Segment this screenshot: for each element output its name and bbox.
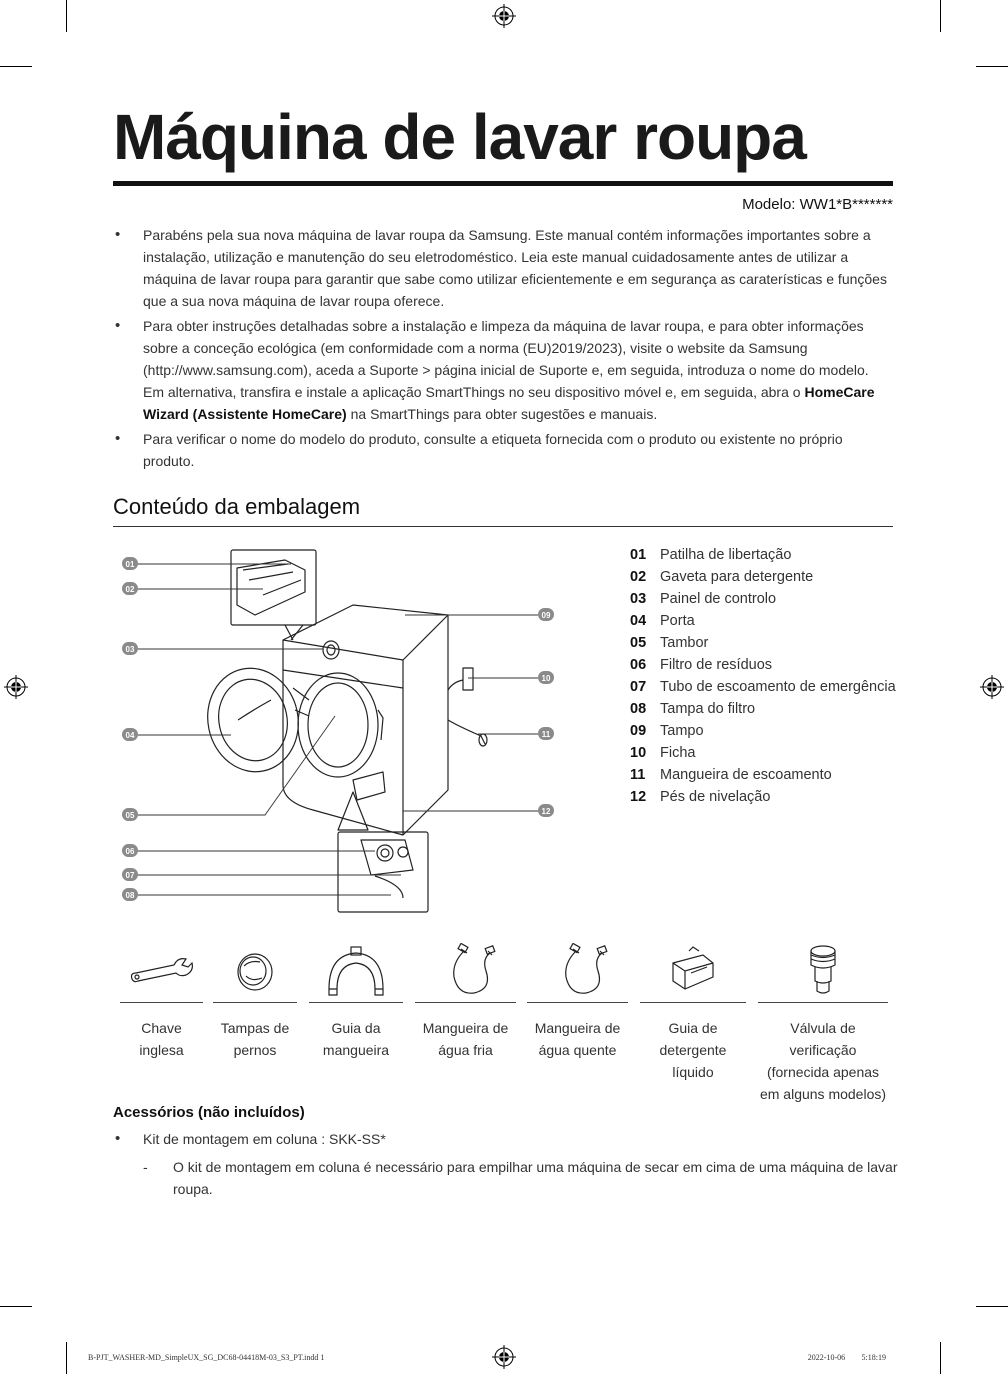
accessory-item — [415, 940, 516, 1061]
callout-label: 11 — [541, 730, 551, 739]
callout-label: 02 — [125, 585, 135, 594]
accessory-label: Guia da mangueira — [322, 1020, 390, 1058]
page-title: Máquina de lavar roupa — [113, 101, 806, 173]
accessory-label: Mangueira de água fria — [422, 1020, 509, 1058]
part-item: 01 Patilha de libertação — [630, 547, 792, 563]
list-item: • Kit de montagem em coluna : SKK-SS* — [113, 1128, 893, 1150]
accessory-label: Tampas de pernos — [220, 1020, 290, 1058]
section-title: Conteúdo da embalagem — [113, 494, 361, 519]
crop-mark — [976, 66, 1008, 67]
crop-mark — [66, 1342, 67, 1374]
callout-label: 04 — [125, 731, 135, 740]
part-item: 06 Filtro de resíduos — [630, 657, 773, 673]
intro-bullet: • Para verificar o nome do modelo do produto, consulte a etiqueta fornecida com o produto ou existente no próprio produto. — [113, 428, 893, 472]
hose-guide-icon — [321, 943, 391, 999]
crop-mark — [0, 66, 32, 67]
footer-timestamp: 2022-10-06 ￿￿ 5:18:19 — [807, 1353, 886, 1362]
part-item: 03 Painel de controlo — [630, 591, 777, 607]
crop-mark — [940, 0, 941, 32]
accessory-item — [309, 940, 403, 1061]
callout-label: 08 — [125, 891, 135, 900]
crop-mark — [976, 1306, 1008, 1307]
crop-mark — [0, 1306, 32, 1307]
spanner-icon — [126, 951, 198, 991]
crop-mark — [66, 0, 67, 32]
hot-hose-icon — [546, 943, 610, 999]
part-item: 12 Pés de nivelação — [630, 789, 771, 805]
accessories-not-included-list — [113, 1128, 893, 1150]
part-item: 07 Tubo de escoamento de emergência — [630, 679, 896, 695]
part-item: 05 Tambor — [630, 635, 709, 651]
intro-list — [113, 224, 893, 475]
accessory-item — [640, 940, 746, 1083]
intro-bullet: • Parabéns pela sua nova máquina de lavar roupa da Samsung. Este manual contém informações importantes sobre a instalação, utilização e manutenção do seu eletrodoméstico. Leia este manual cuidadosamente antes de utilizar a máquina de lavar roupa para garantir que sabe como utilizar eficientemente e em segurança as caraterísticas e funções que a sua nova máquina de lavar roupa oferece. — [113, 224, 893, 312]
callout-label: 06 — [125, 847, 135, 856]
title-rule — [113, 181, 893, 186]
accessory-item — [213, 940, 297, 1061]
section-rule — [113, 526, 893, 527]
callout-label: 05 — [125, 811, 135, 820]
washing-machine-diagram — [113, 540, 563, 920]
intro-bullet: • Para obter instruções detalhadas sobre a instalação e limpeza da máquina de lavar roupa, e para obter informações sobre a conceção ecológica (em conformidade com a norma (EU)2019/2023), visite o website da Samsung (http://www.samsung.com), aceda a Suporte > página inicial de Suporte e, em seguida, introduza o nome do modelo. Em alternativa, transfira e instale a aplicação SmartThings no seu dispositivo móvel e, em seguida, abra o HomeCare Wizard (Assistente HomeCare) na SmartThings para obter sugestões e manuais. — [113, 315, 893, 425]
callout-label: 07 — [125, 871, 135, 880]
part-item: 02 Gaveta para detergente — [630, 569, 814, 585]
check-valve-icon — [803, 943, 843, 999]
registration-mark-icon — [980, 675, 1004, 699]
registration-mark-icon — [4, 675, 28, 699]
accessory-item — [120, 940, 203, 1061]
part-item: 09 Tampo — [630, 723, 704, 739]
callout-label: 01 — [125, 560, 135, 569]
part-item: 04 Porta — [630, 613, 695, 629]
part-item: 08 Tampa do filtro — [630, 701, 756, 717]
callout-label: 09 — [541, 611, 551, 620]
accessory-label: Válvula de verificação (fornecida apenas em alguns modelos) — [759, 1020, 887, 1102]
registration-mark-icon — [492, 4, 516, 28]
accessories-not-included-title: Acessórios (não incluídos) — [113, 1104, 305, 1121]
callout-label: 12 — [541, 807, 551, 816]
accessories-row — [0, 940, 1008, 1102]
registration-mark-icon — [492, 1345, 516, 1369]
crop-mark — [940, 1342, 941, 1374]
accessory-label: Chave inglesa — [139, 1020, 184, 1058]
accessory-label: Mangueira de água quente — [534, 1020, 621, 1058]
homecare-wizard-text: HomeCare Wizard (Assistente HomeCare) — [143, 384, 875, 422]
cold-hose-icon — [434, 943, 498, 999]
part-item: 10 Ficha — [630, 745, 696, 761]
accessory-item — [758, 940, 888, 1105]
accessory-item — [527, 940, 628, 1061]
footer-filename: B-PJT_WASHER-MD_SimpleUX_SG_DC68-04418M-03_S3_PT.indd 1 — [88, 1353, 325, 1362]
callout-label: 03 — [125, 645, 135, 654]
parts-list — [630, 544, 900, 808]
bolt-cap-icon — [230, 946, 280, 996]
list-sub-item: - O kit de montagem em coluna é necessário para empilhar uma máquina de secar em cima de uma máquina de lavar roupa. — [143, 1156, 913, 1200]
part-item: 11 Mangueira de escoamento — [630, 767, 832, 783]
accessory-label: Guia de detergente líquido — [659, 1020, 727, 1080]
callout-label: 10 — [541, 674, 551, 683]
liquid-detergent-guide-icon — [663, 943, 723, 999]
model-number: Modelo: WW1*B******* — [742, 196, 893, 213]
